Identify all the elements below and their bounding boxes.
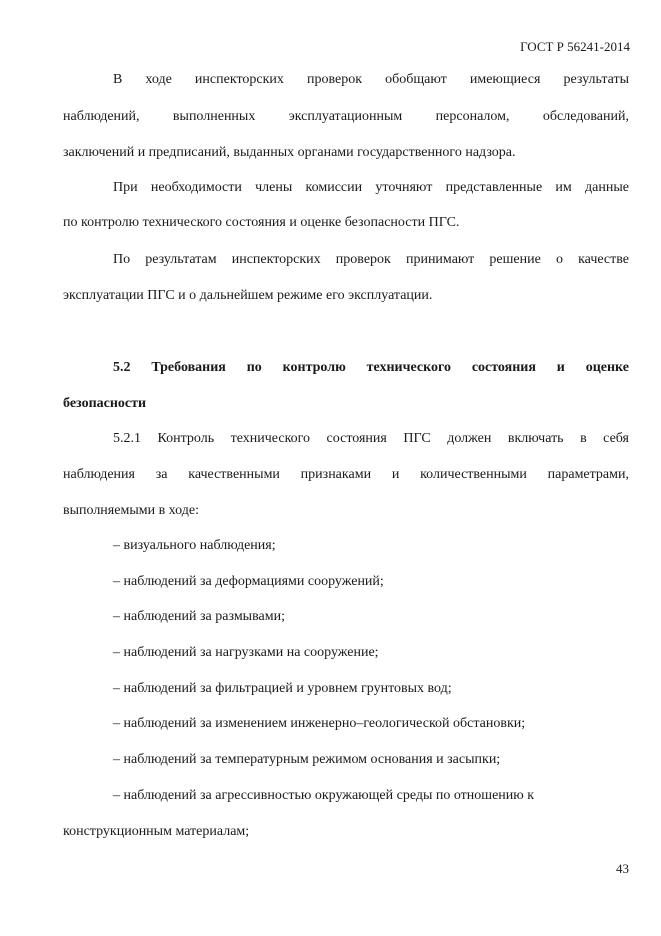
section-heading-cont: безопасности bbox=[63, 396, 147, 411]
list-item: – наблюдений за изменением инженерно–геологической обстановки; bbox=[113, 716, 526, 731]
clause-line: выполняемыми в ходе: bbox=[63, 503, 199, 518]
list-item: – наблюдений за деформациями сооружений; bbox=[113, 574, 384, 589]
list-item: – наблюдений за нагрузками на сооружение; bbox=[113, 645, 379, 660]
paragraph-line: По результатам инспекторских проверок принимают решение о качестве bbox=[113, 252, 629, 267]
list-item-cont: конструкционным материалам; bbox=[63, 824, 250, 839]
page-number: 43 bbox=[616, 861, 629, 876]
clause-line: наблюдения за качественными признаками и количественными параметрами, bbox=[63, 467, 629, 482]
paragraph-line: по контролю технического состояния и оценке безопасности ПГС. bbox=[63, 215, 460, 230]
list-item: – наблюдений за агрессивностью окружающей среды по отношению к bbox=[113, 788, 535, 803]
paragraph-line: В ходе инспекторских проверок обобщают имеющиеся результаты bbox=[113, 72, 629, 87]
paragraph-line: При необходимости члены комиссии уточняют представленные им данные bbox=[113, 180, 629, 195]
section-heading: 5.2 Требования по контролю технического состояния и оценке bbox=[113, 360, 629, 375]
paragraph-line: эксплуатации ПГС и о дальнейшем режиме его эксплуатации. bbox=[63, 288, 433, 303]
list-item: – наблюдений за температурным режимом основания и засыпки; bbox=[113, 752, 501, 767]
clause-line: 5.2.1 Контроль технического состояния ПГС должен включать в себя bbox=[113, 431, 629, 446]
paragraph-line: заключений и предписаний, выданных органами государственного надзора. bbox=[63, 145, 516, 160]
list-item: – визуального наблюдения; bbox=[113, 538, 276, 553]
list-item: – наблюдений за фильтрацией и уровнем грунтовых вод; bbox=[113, 681, 452, 696]
list-item: – наблюдений за размывами; bbox=[113, 609, 285, 624]
document-id-header: ГОСТ Р 56241-2014 bbox=[520, 39, 630, 54]
paragraph-line: наблюдений, выполненных эксплуатационным персоналом, обследований, bbox=[63, 109, 629, 124]
